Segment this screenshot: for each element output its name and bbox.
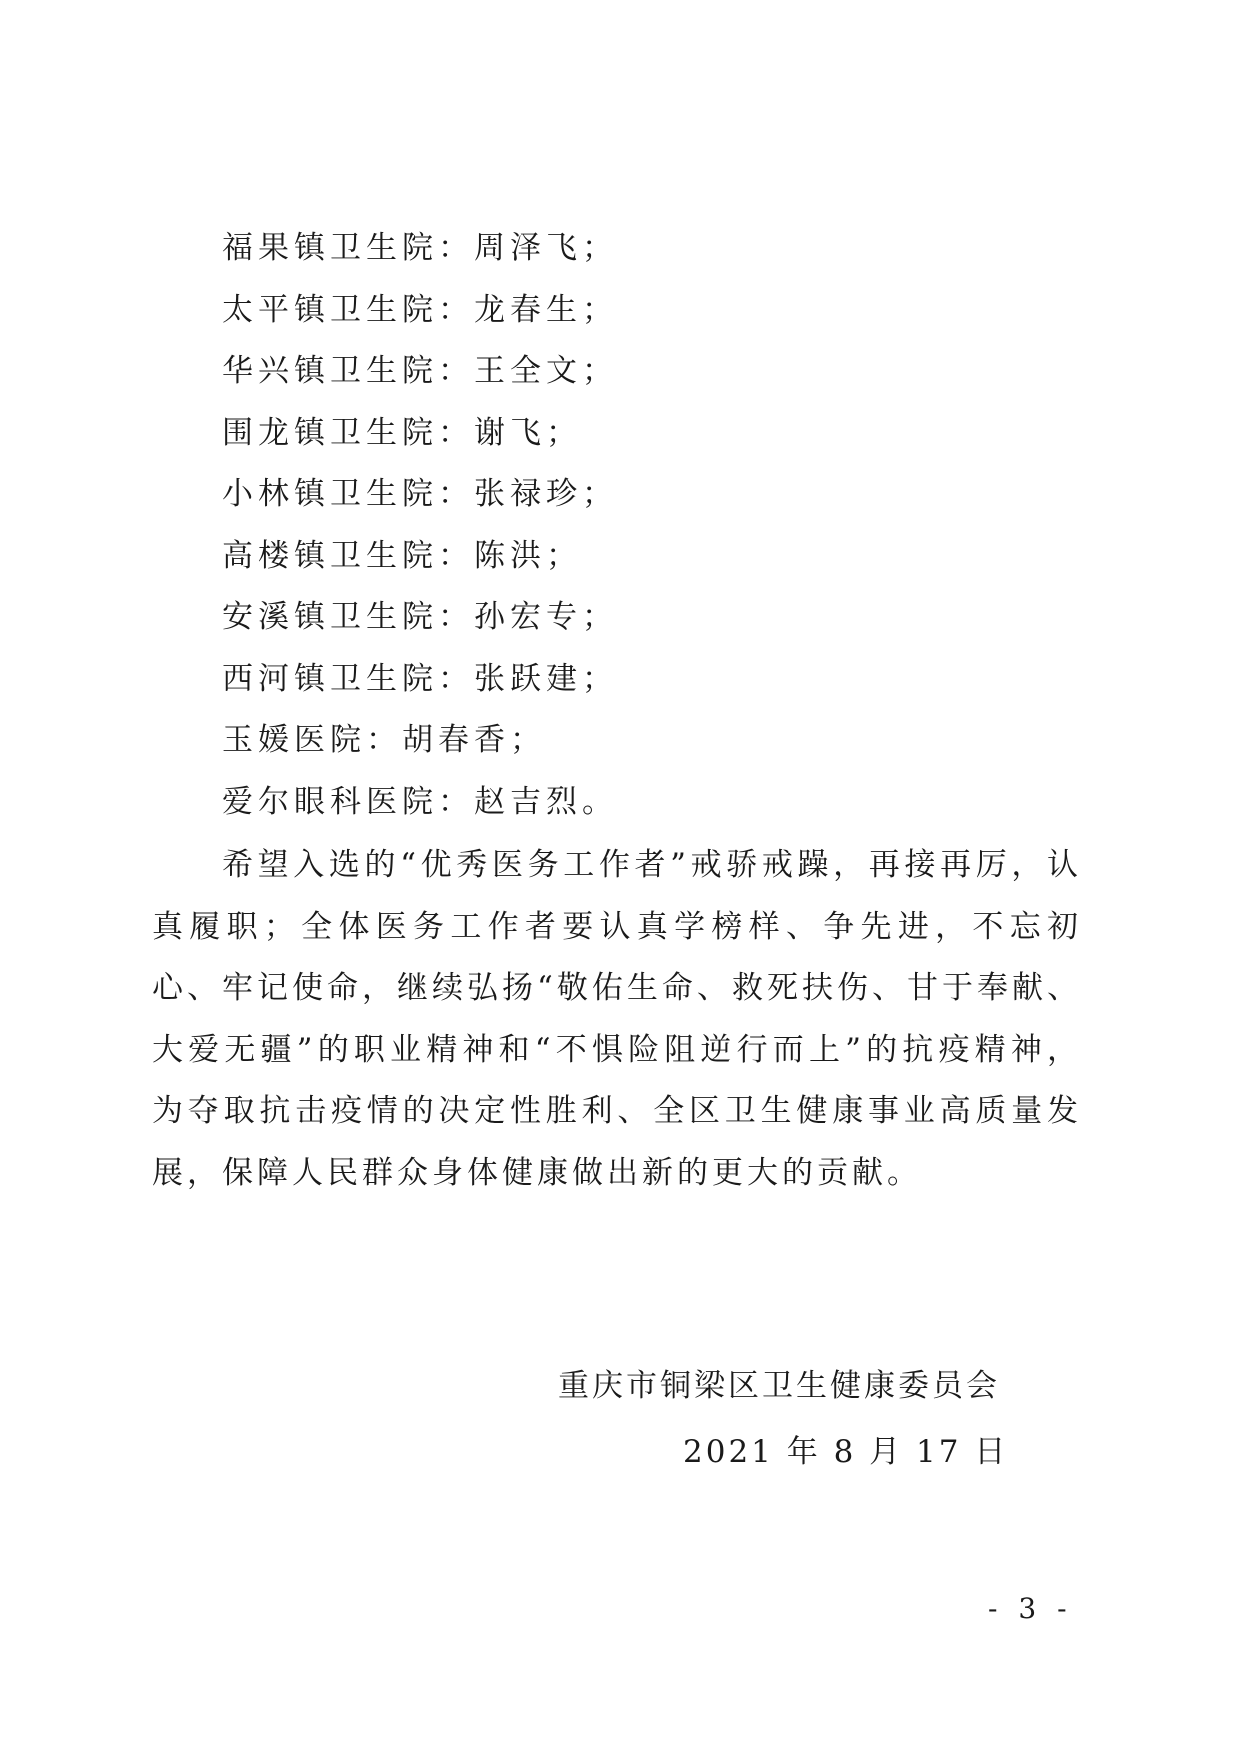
list-item: 小林镇卫生院：张禄珍； <box>222 476 618 512</box>
list-item: 华兴镇卫生院：王全文； <box>222 353 618 389</box>
awardee-list <box>222 218 618 833</box>
list-item: 玉媛医院：胡春香； <box>222 722 546 758</box>
closing-paragraph: 希望入选的“优秀医务工作者”戒骄戒躁，再接再厉，认真履职；全体医务工作者要认真学榜样、争先进，不忘初心、牢记使命，继续弘扬“敬佑生命、救死扶伤、甘于奉献、大爱无疆”的职业精神和“不惧险阻逆行而上”的抗疫精神，为夺取抗击疫情的决定性胜利、全区卫生健康事业高质量发展，保障人民群众身体健康做出新的更大的贡献。 <box>152 847 1082 1191</box>
signature-organization: 重庆市铜梁区卫生健康委员会 <box>558 1368 1000 1404</box>
list-item: 围龙镇卫生院：谢飞； <box>222 414 582 451</box>
list-item: 爱尔眼科医院：赵吉烈。 <box>222 783 618 820</box>
list-item: 福果镇卫生院：周泽飞； <box>222 230 618 266</box>
signature-date: 2021 年 8 月 17 日 <box>683 1434 1009 1470</box>
list-item: 西河镇卫生院：张跃建； <box>222 660 618 697</box>
list-item: 高楼镇卫生院：陈洪； <box>222 537 582 574</box>
list-item: 太平镇卫生院：龙春生； <box>222 291 618 328</box>
page-number: - 3 - <box>988 1592 1073 1625</box>
list-item: 安溪镇卫生院：孙宏专； <box>222 599 618 635</box>
